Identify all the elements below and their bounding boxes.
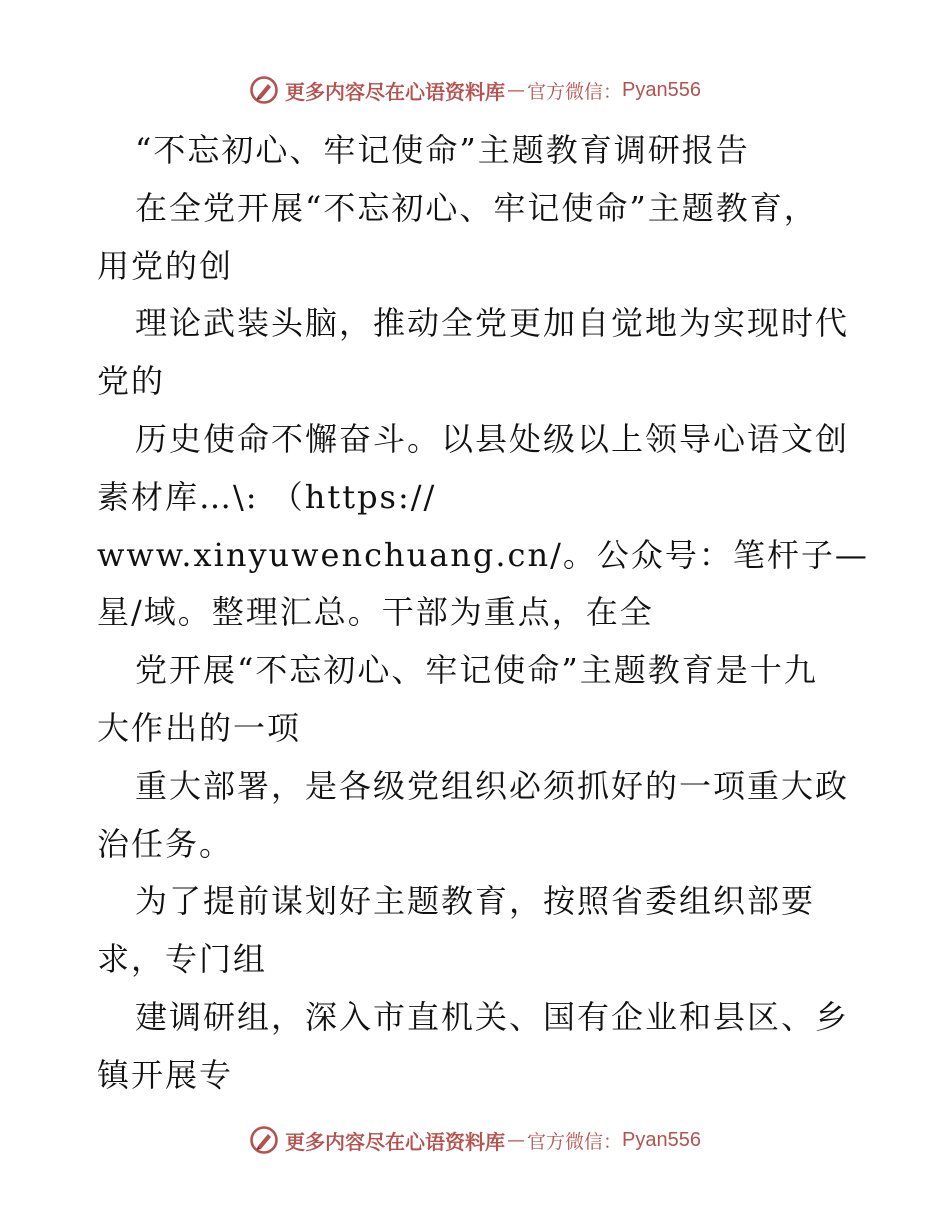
banner-main-text: 更多内容尽在心语资料库 [285,1129,505,1154]
text-line: 镇开展专 [97,1055,234,1094]
text-line: 在全党开展“不忘初心、牢记使命”主题教育， [135,188,818,227]
text-line: 求，专门组 [97,940,268,979]
banner-main-text: 更多内容尽在心语资料库 [285,79,505,104]
banner-wechat-id: Pyan556 [622,78,701,101]
text-line: 重大部署，是各级党组织必须抓好的一项重大政 [135,766,850,805]
footer-banner [0,1120,950,1160]
banner-separator: — [507,1129,525,1151]
document-body [97,122,897,1105]
text-line: 为了提前谋划好主题教育，按照省委组织部要 [135,882,816,921]
text-line: 星/域。整理汇总。干部为重点，在全 [97,593,654,632]
banner-wechat-label: 官方微信： [527,1130,623,1153]
text-line: 建调研组，深入市直机关、国有企业和县区、乡 [135,997,850,1036]
text-line: 党开展“不忘初心、牢记使命”主题教育是十九 [135,651,818,690]
banner-wechat-id: Pyan556 [622,1128,701,1151]
banner-separator: — [507,79,525,101]
text-line: 理论武装头脑，推动全党更加自觉地为实现时代 [135,304,850,343]
header-banner [0,70,950,110]
text-line: 用党的创 [97,246,234,285]
text-line: 治任务。 [97,824,234,863]
pen-logo-icon [249,1125,279,1155]
text-line: 党的 [97,362,166,401]
pen-logo-icon [249,75,279,105]
banner-wechat-label: 官方微信： [527,80,623,103]
document-title: “不忘初心、牢记使命”主题教育调研报告 [135,131,750,169]
text-line: www.xinyuwenchuang.cn/。公众号：笔杆子— [97,535,869,574]
text-line: 素材库…\: （https:// [97,477,437,516]
text-line: 大作出的一项 [97,708,302,747]
text-line: 历史使命不懈奋斗。以县处级以上领导心语文创 [135,419,850,458]
